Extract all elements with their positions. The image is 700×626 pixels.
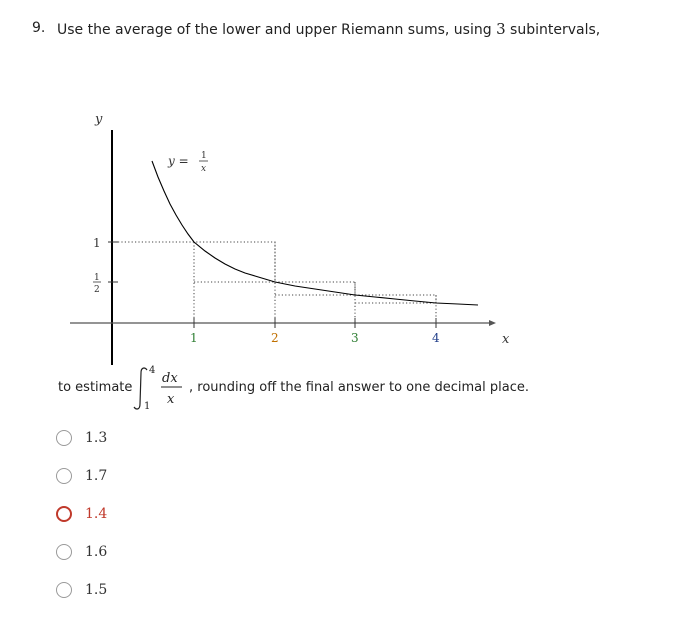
option-label: 1.7: [85, 468, 108, 484]
option-2[interactable]: [56, 465, 107, 487]
x-axis-arrow: [489, 320, 496, 326]
curve-label-lhs: y =: [168, 154, 189, 168]
question-text-before: Use the average of the lower and upper Riemann sums, using: [57, 22, 497, 38]
option-3[interactable]: [56, 503, 107, 525]
radio-button[interactable]: [56, 430, 72, 446]
radio-button[interactable]: [56, 506, 72, 522]
option-label: 1.4: [85, 506, 108, 522]
x-axis-label: x: [502, 332, 510, 347]
y-axis-label: y: [95, 112, 103, 127]
integral-upper-limit: 4: [149, 365, 156, 376]
y-tick-label-half-num: 1: [94, 273, 100, 283]
integrand-denominator: x: [167, 392, 175, 407]
x-tick-label-2: 2: [271, 331, 279, 345]
question-number: 9.: [32, 20, 46, 36]
radio-button[interactable]: [56, 544, 72, 560]
integrand-numerator: dx: [162, 371, 178, 386]
x-tick-label-3: 3: [351, 331, 359, 345]
integral-expression: [132, 360, 192, 414]
y-tick-label-1: 1: [93, 236, 101, 250]
option-label: 1.6: [85, 544, 108, 560]
option-5[interactable]: [56, 579, 107, 601]
option-label: 1.3: [85, 430, 108, 446]
curve-1-over-x: [152, 161, 478, 305]
radio-button[interactable]: [56, 468, 72, 484]
integral-lower-limit: 1: [144, 401, 151, 412]
estimate-suffix: , rounding off the final answer to one decimal place.: [189, 380, 529, 395]
option-1[interactable]: [56, 427, 107, 449]
subintervals-count: 3: [496, 20, 506, 38]
estimate-prefix: to estimate: [58, 380, 133, 395]
option-4[interactable]: [56, 541, 107, 563]
radio-button[interactable]: [56, 582, 72, 598]
y-tick-label-half-den: 2: [94, 285, 100, 295]
curve-label-num: 1: [201, 151, 207, 161]
x-tick-label-4: 4: [432, 331, 440, 345]
x-tick-label-1: 1: [190, 331, 198, 345]
question-text-after: subintervals,: [505, 22, 601, 38]
curve-label-den: x: [201, 164, 207, 174]
option-label: 1.5: [85, 582, 108, 598]
